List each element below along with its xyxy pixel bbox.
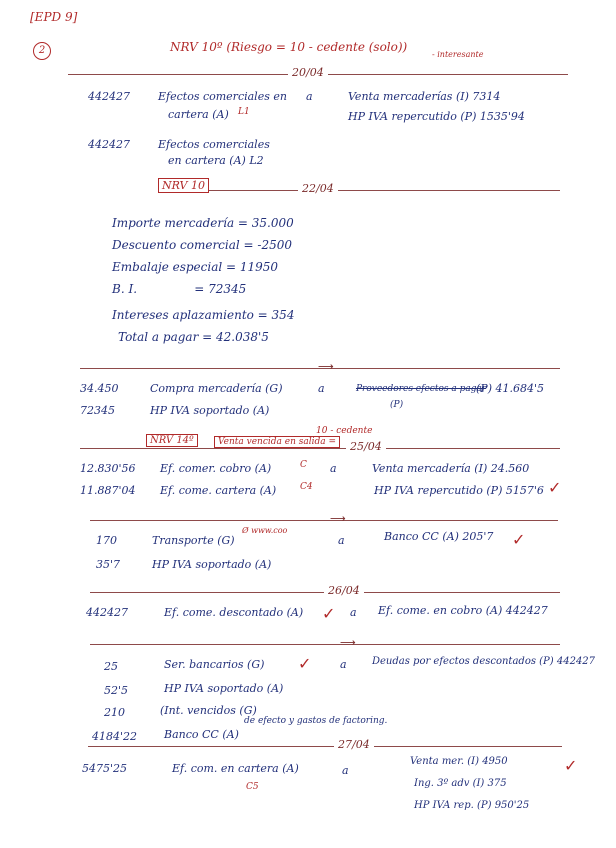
separator-date: 26/04 — [324, 584, 364, 597]
separator-arrow: ⟶ — [330, 512, 346, 525]
note: Ø www.coo — [242, 526, 288, 535]
header-title: NRV 10º (Riesgo = 10 - cedente (solo)) — [170, 40, 408, 54]
note: C5 — [246, 782, 259, 792]
a-connector: a — [306, 90, 313, 103]
calc-line: Total a pagar = 42.038'5 — [118, 330, 269, 344]
account-left: Ef. come. descontado (A) — [164, 606, 304, 619]
separator-date: 20/04 — [288, 66, 328, 79]
calc-line: Intereses aplazamiento = 354 — [112, 308, 295, 322]
a-connector: a — [338, 534, 345, 547]
account-right: Deudas por efectos descontados (P) 442427 — [372, 656, 596, 667]
separator-arrow: ⟶ — [318, 360, 334, 373]
amount: 12.830'56 — [80, 462, 136, 475]
account-right: Ing. 3º adv (I) 375 — [414, 778, 507, 789]
separator-line — [90, 520, 558, 521]
account-left: Ef. come. cartera (A) — [160, 484, 277, 497]
calc-line: Importe mercadería = 35.000 — [112, 216, 294, 230]
account-right: HP IVA rep. (P) 950'25 — [414, 800, 530, 811]
check-mark-icon: ✓ — [512, 530, 526, 549]
account-left: Ser. bancarios (G) — [164, 658, 265, 671]
check-mark-icon: ✓ — [548, 478, 562, 497]
amount: 4184'22 — [92, 730, 138, 743]
account-right-sub: (P) — [390, 400, 404, 410]
a-connector: a — [340, 658, 347, 671]
separator-arrow: ⟶ — [340, 636, 356, 649]
account-right: HP IVA repercutido (P) 5157'6 — [374, 484, 544, 497]
note-tag-2: 10 - cedente — [316, 426, 373, 436]
account-left: (Int. vencidos (G) — [160, 704, 257, 717]
note-tag: Venta vencida en salida = — [214, 436, 340, 448]
a-connector: a — [350, 606, 357, 619]
note: C — [300, 460, 307, 470]
account-left: Compra mercadería (G) — [150, 382, 283, 395]
separator-date: 22/04 — [298, 182, 338, 195]
amount: 442427 — [88, 90, 130, 103]
account-right: Venta mercadería (I) 24.560 — [372, 462, 530, 475]
account-right-struck: Proveedores efectos a pagar — [356, 384, 487, 394]
nrv-tag: NRV 10 — [158, 178, 209, 193]
amount: 442427 — [86, 606, 128, 619]
separator-line — [160, 190, 560, 191]
amount: 35'7 — [96, 558, 121, 571]
account-left-2: en cartera (A) L2 — [168, 154, 264, 167]
account-right: Venta mercaderías (I) 7314 — [348, 90, 501, 103]
account-left: Ef. com. en cartera (A) — [172, 762, 299, 775]
header-label: [EPD 9] — [30, 10, 78, 24]
amount: 52'5 — [104, 684, 129, 697]
account-left: HP IVA soportado (A) — [150, 404, 270, 417]
check-mark-icon: ✓ — [564, 756, 578, 775]
amount: 5475'25 — [82, 762, 128, 775]
amount: 11.887'04 — [80, 484, 136, 497]
account-right: Banco CC (A) 205'7 — [384, 530, 494, 543]
amount: 210 — [104, 706, 125, 719]
separator-line — [80, 448, 560, 449]
item-number: 2 — [33, 42, 51, 60]
calc-line: Embalaje especial = 11950 — [112, 260, 279, 274]
amount: 170 — [96, 534, 117, 547]
account-right: Ef. come. en cobro (A) 442427 — [378, 604, 548, 617]
account-left: HP IVA soportado (A) — [152, 558, 272, 571]
separator-date: 25/04 — [346, 440, 386, 453]
account-left-2: de efecto y gastos de factoring. — [244, 716, 388, 726]
check-mark-icon: ✓ — [298, 654, 312, 673]
amount: 72345 — [80, 404, 115, 417]
separator-line — [88, 746, 562, 747]
a-connector: a — [318, 382, 325, 395]
nrv-tag: NRV 14º — [146, 434, 198, 447]
a-connector: a — [330, 462, 337, 475]
account-right-2: HP IVA repercutido (P) 1535'94 — [348, 110, 525, 123]
amount: 442427 — [88, 138, 130, 151]
note: L1 — [238, 107, 250, 117]
account-left: Banco CC (A) — [164, 728, 239, 741]
calc-line: Descuento comercial = -2500 — [112, 238, 293, 252]
account-left: Efectos comerciales — [158, 138, 270, 151]
amount: 25 — [104, 660, 118, 673]
account-left: HP IVA soportado (A) — [164, 682, 284, 695]
a-connector: a — [342, 764, 349, 777]
account-left: Ef. comer. cobro (A) — [160, 462, 272, 475]
account-left-2: cartera (A) — [168, 108, 229, 121]
separator-date: 27/04 — [334, 738, 374, 751]
account-left: Transporte (G) — [152, 534, 235, 547]
note: C4 — [300, 482, 313, 492]
account-right: Venta mer. (I) 4950 — [410, 756, 508, 767]
account-right: (P) 41.684'5 — [476, 382, 544, 395]
separator-line — [90, 644, 560, 645]
header-title-note: - interesante — [432, 50, 484, 59]
account-left: Efectos comerciales en — [158, 90, 287, 103]
check-mark-icon: ✓ — [322, 604, 336, 623]
amount: 34.450 — [80, 382, 119, 395]
calc-line: B. I. = 72345 — [112, 282, 247, 296]
